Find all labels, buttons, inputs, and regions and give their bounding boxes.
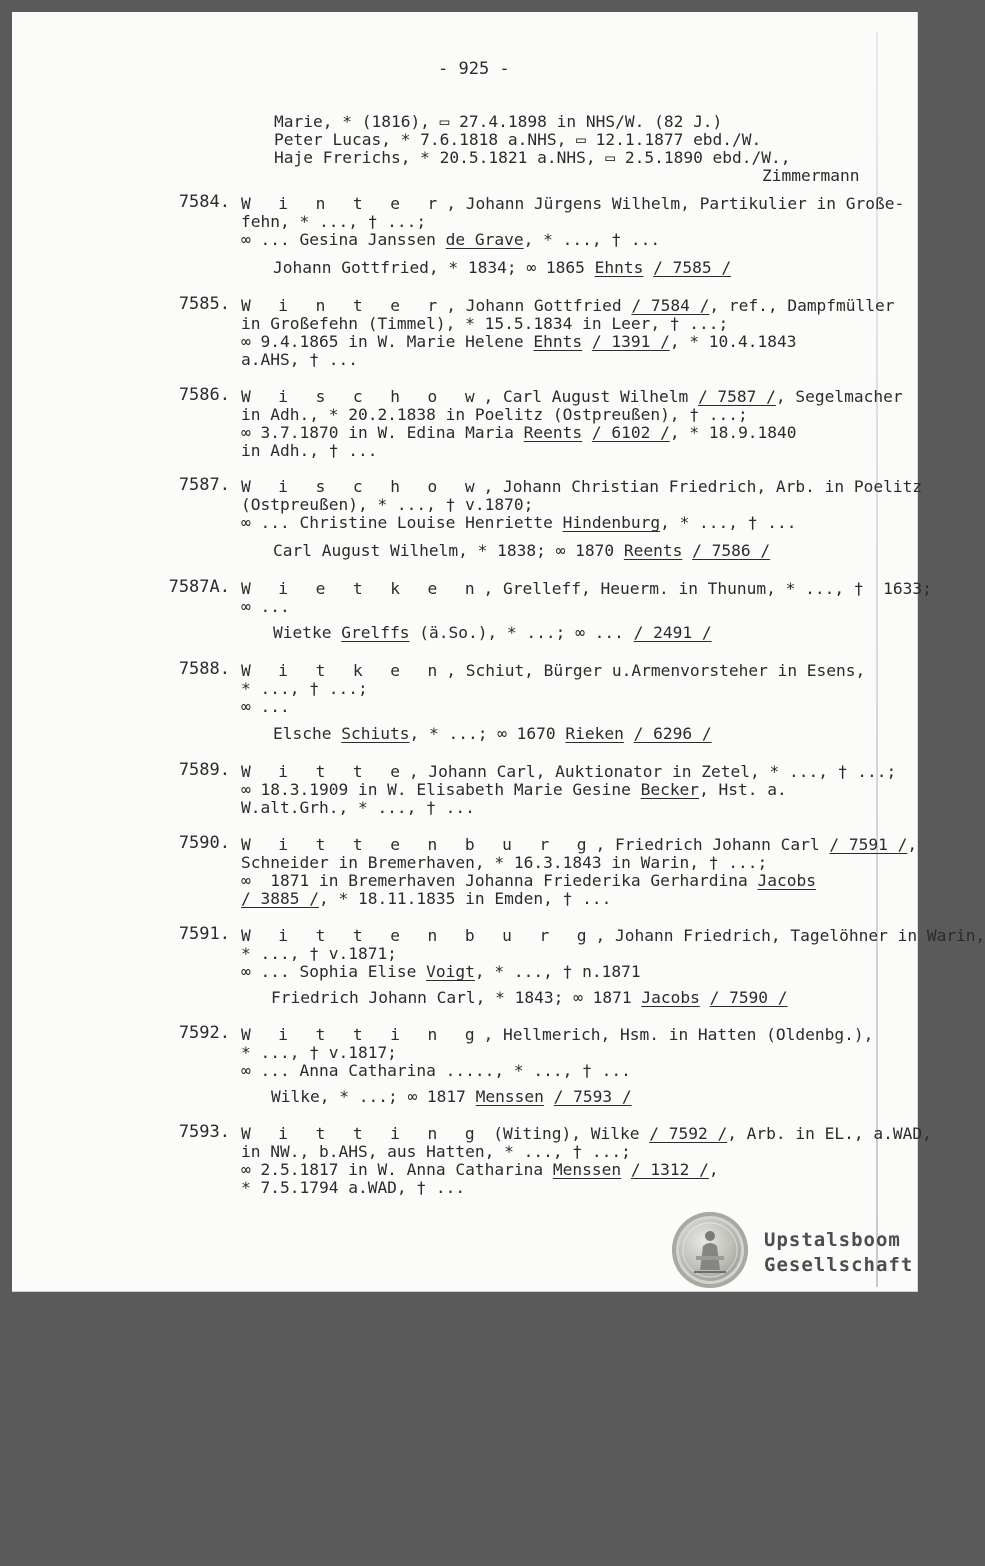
underlined-name: Menssen	[552, 1160, 622, 1179]
entry-number: 7588.	[178, 659, 230, 679]
brand-wordmark	[764, 1228, 913, 1278]
cross-reference: / 7590 /	[709, 988, 788, 1007]
entry-line: ∞ ...	[241, 597, 290, 616]
entry-line: ∞ ... Anna Catharina ....., * ..., † ...	[241, 1061, 631, 1080]
entry-line: W i n t e r, Johann Jürgens Wilhelm, Partikulier in Große-	[241, 194, 905, 213]
surname: W i s c h o w	[241, 387, 484, 406]
underlined-name: Jacobs	[757, 871, 817, 890]
entry-line: ∞ ... Christine Louise Henriette Hindenburg, * ..., † ...	[241, 513, 797, 532]
entry-line: W.alt.Grh., * ..., † ...	[241, 798, 475, 817]
brand-line-1: Upstalsboom	[764, 1229, 901, 1251]
surname: W i t t e n b u r g	[241, 926, 596, 945]
underlined-name: Menssen	[475, 1087, 544, 1106]
child-line: Wietke Grelffs (ä.So.), * ...; ∞ ... / 2491 /	[273, 623, 712, 642]
cross-reference: / 7592 /	[649, 1124, 728, 1143]
entry-line: Schneider in Bremerhaven, * 16.3.1843 in Warin, † ...;	[241, 853, 768, 872]
seal-figure-icon	[672, 1212, 748, 1288]
entry-line: W i t t e n b u r g, Friedrich Johann Carl / 7591 /,	[241, 835, 918, 854]
entry-number: 7592.	[178, 1023, 230, 1043]
entry-line: W i n t e r, Johann Gottfried / 7584 /, ref., Dampfmüller	[241, 296, 895, 315]
entry-number: 7584.	[178, 192, 230, 212]
entry-line: ∞ ...	[241, 697, 290, 716]
page-number: - 925 -	[438, 59, 510, 79]
entry-line: W i t k e n, Schiut, Bürger u.Armenvorsteher in Esens,	[241, 661, 866, 680]
document-page	[12, 12, 985, 1292]
underlined-name: Becker	[640, 780, 700, 799]
cross-reference: / 7593 /	[553, 1087, 632, 1106]
cross-reference: / 6102 /	[591, 423, 670, 442]
entry-number: 7593.	[178, 1122, 230, 1142]
entry-number: 7589.	[178, 760, 230, 780]
entry-line: ∞ 1871 in Bremerhaven Johanna Friederika Gerhardina Jacobs	[241, 871, 817, 890]
continuation-line: Peter Lucas, * 7.6.1818 a.NHS, ▭ 12.1.1877 ebd./W.	[274, 130, 762, 149]
entry-line: in NW., b.AHS, aus Hatten, * ..., † ...;	[241, 1142, 631, 1161]
entry-line: in Adh., † ...	[241, 441, 378, 460]
underlined-name: Ehnts	[533, 332, 583, 351]
surname: W i t t i n g	[241, 1124, 484, 1143]
entry-number: 7591.	[178, 924, 230, 944]
child-line: Wilke, * ...; ∞ 1817 Menssen / 7593 /	[271, 1087, 632, 1106]
entry-line: in Großefehn (Timmel), * 15.5.1834 in Leer, † ...;	[241, 314, 729, 333]
entry-line: * ..., † ...;	[241, 679, 368, 698]
entry-line: W i t t e n b u r g, Johann Friedrich, Tagelöhner in Warin,	[241, 926, 985, 945]
surname: W i s c h o w	[241, 477, 484, 496]
entry-line: ∞ 2.5.1817 in W. Anna Catharina Menssen / 1312 /,	[241, 1160, 719, 1179]
surname: W i n t e r	[241, 194, 447, 213]
cross-reference: / 7585 /	[653, 258, 732, 277]
underlined-name: de Grave	[445, 230, 524, 249]
surname: W i t k e n	[241, 661, 447, 680]
entry-number: 7587A.	[168, 577, 230, 597]
underlined-name: Rieken	[565, 724, 624, 743]
surname: W i t t i n g	[241, 1025, 484, 1044]
cross-reference: / 7587 /	[697, 387, 776, 406]
child-line: Elsche Schiuts, * ...; ∞ 1670 Rieken / 6296 /	[273, 724, 712, 743]
entry-line: * 7.5.1794 a.WAD, † ...	[241, 1178, 466, 1197]
cross-reference: / 3885 /	[241, 889, 319, 908]
entry-line: * ..., † v.1871;	[241, 944, 397, 963]
underlined-name: Jacobs	[641, 988, 700, 1007]
surname: W i n t e r	[241, 296, 447, 315]
underlined-name: Schiuts	[341, 724, 410, 743]
surname: W i t t e n b u r g	[241, 835, 596, 854]
underlined-name: Hindenburg	[562, 513, 661, 532]
child-line: Johann Gottfried, * 1834; ∞ 1865 Ehnts / 7585 /	[273, 258, 732, 277]
child-line: Friedrich Johann Carl, * 1843; ∞ 1871 Jacobs / 7590 /	[271, 988, 788, 1007]
entry-line: W i t t i n g (Witing), Wilke / 7592 /, Arb. in EL., a.WAD,	[241, 1124, 932, 1143]
cross-reference: / 6296 /	[633, 724, 712, 743]
surname: W i e t k e n	[241, 579, 484, 598]
cross-reference: / 7591 /	[829, 835, 908, 854]
entry-line: ∞ 9.4.1865 in W. Marie Helene Ehnts / 1391 /, * 10.4.1843	[241, 332, 797, 351]
entry-line: ∞ 3.7.1870 in W. Edina Maria Reents / 6102 /, * 18.9.1840	[241, 423, 797, 442]
seal-logo-icon	[672, 1212, 748, 1288]
underlined-name: Voigt	[426, 962, 475, 981]
entry-line: a.AHS, † ...	[241, 350, 358, 369]
entry-line: ∞ ... Sophia Elise Voigt, * ..., † n.1871	[241, 962, 641, 981]
typed-text	[12, 12, 985, 1566]
entry-line: fehn, * ..., † ...;	[241, 212, 427, 231]
entry-line: in Adh., * 20.2.1838 in Poelitz (Ostpreußen), † ...;	[241, 405, 748, 424]
brand-line-2: Gesellschaft	[764, 1254, 914, 1276]
cross-reference: / 2491 /	[633, 623, 712, 642]
entry-line: W i t t i n g, Hellmerich, Hsm. in Hatten (Oldenbg.),	[241, 1025, 874, 1044]
continuation-line: Haje Frerichs, * 20.5.1821 a.NHS, ▭ 2.5.1890 ebd./W.,	[274, 148, 791, 167]
entry-line: W i e t k e n, Grelleff, Heuerm. in Thunum, * ..., † 1633;	[241, 579, 932, 598]
cross-reference: / 1312 /	[630, 1160, 709, 1179]
entry-number: 7586.	[178, 385, 230, 405]
underlined-name: Reents	[623, 541, 683, 560]
continuation-line: Marie, * (1816), ▭ 27.4.1898 in NHS/W. (82 J.)	[274, 112, 723, 131]
underlined-name: Grelffs	[341, 623, 410, 642]
cross-reference: / 7584 /	[631, 296, 710, 315]
entry-line: W i t t e, Johann Carl, Auktionator in Zetel, * ..., † ...;	[241, 762, 897, 781]
entry-number: 7587.	[178, 475, 230, 495]
entry-line: (Ostpreußen), * ..., † v.1870;	[241, 495, 534, 514]
entry-number: 7590.	[178, 833, 230, 853]
underlined-name: Reents	[523, 423, 583, 442]
surname: W i t t e	[241, 762, 409, 781]
entry-line: / 3885 /, * 18.11.1835 in Emden, † ...	[241, 889, 612, 908]
entry-number: 7585.	[178, 294, 230, 314]
entry-line: ∞ ... Gesina Janssen de Grave, * ..., † ...	[241, 230, 661, 249]
cross-reference: / 7586 /	[692, 541, 771, 560]
child-line: Carl August Wilhelm, * 1838; ∞ 1870 Reents / 7586 /	[273, 541, 771, 560]
continuation-line: Zimmermann	[762, 166, 860, 185]
underlined-name: Ehnts	[594, 258, 644, 277]
entry-line: * ..., † v.1817;	[241, 1043, 397, 1062]
cross-reference: / 1391 /	[591, 332, 670, 351]
entry-line: W i s c h o w, Carl August Wilhelm / 7587 /, Segelmacher	[241, 387, 903, 406]
entry-line: ∞ 18.3.1909 in W. Elisabeth Marie Gesine Becker, Hst. a.	[241, 780, 787, 799]
entry-line: W i s c h o w, Johann Christian Friedrich, Arb. in Poelitz	[241, 477, 923, 496]
